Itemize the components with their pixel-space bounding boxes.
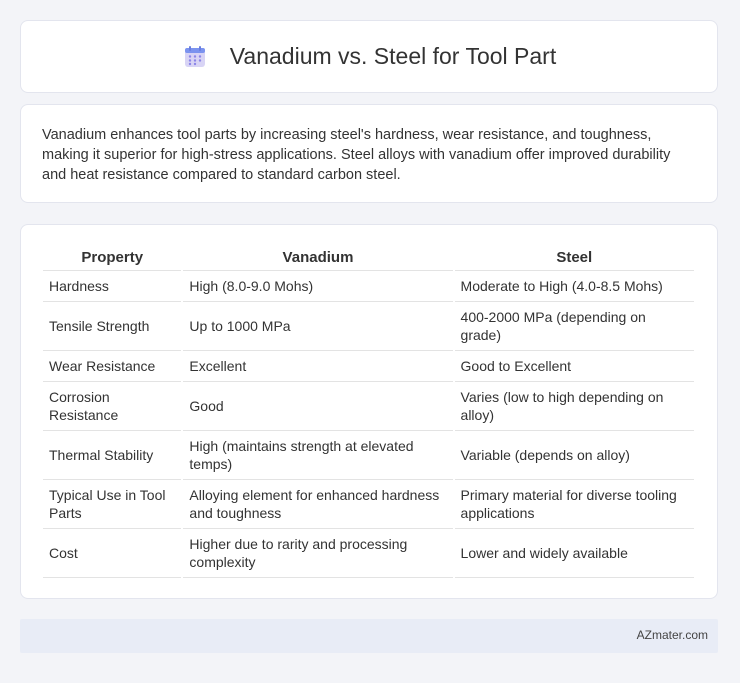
table-row — [43, 302, 694, 351]
table-cell-steel: Lower and widely available — [455, 529, 694, 578]
title-card — [20, 20, 718, 93]
table-cell-property: Tensile Strength — [43, 302, 181, 351]
calendar-icon — [182, 44, 208, 70]
table-cell-vanadium: Up to 1000 MPa — [183, 302, 452, 351]
table-cell-steel: Primary material for diverse tooling applications — [455, 480, 694, 529]
table-cell-vanadium: Alloying element for enhanced hardness and toughness — [183, 480, 452, 529]
table-header-row — [43, 245, 694, 271]
table-row — [43, 351, 694, 382]
summary-text: Vanadium enhances tool parts by increasing steel's hardness, wear resistance, and toughness, making it superior for high-stress applications. Steel alloys with vanadium offer improved durability and heat resistance compared to standard carbon steel. — [42, 127, 671, 183]
table-cell-vanadium: Good — [183, 382, 452, 431]
table-cell-property: Cost — [43, 529, 181, 578]
table-cell-steel: Moderate to High (4.0-8.5 Mohs) — [455, 271, 694, 302]
table-cell-vanadium: High (maintains strength at elevated temps) — [183, 431, 452, 480]
table-cell-property: Typical Use in Tool Parts — [43, 480, 181, 529]
table-cell-steel: Good to Excellent — [455, 351, 694, 382]
table-row — [43, 529, 694, 578]
table-cell-steel: Variable (depends on alloy) — [455, 431, 694, 480]
table-row — [43, 480, 694, 529]
table-cell-steel: Varies (low to high depending on alloy) — [455, 382, 694, 431]
header-steel: Steel — [455, 245, 694, 271]
table-cell-property: Hardness — [43, 271, 181, 302]
table-cell-property: Corrosion Resistance — [43, 382, 181, 431]
table-row — [43, 382, 694, 431]
page-title: Vanadium vs. Steel for Tool Part — [229, 43, 557, 69]
table-cell-vanadium: Excellent — [183, 351, 452, 382]
table-cell-property: Thermal Stability — [43, 431, 181, 480]
header-vanadium: Vanadium — [183, 245, 452, 271]
comparison-table — [41, 245, 696, 578]
footer-bar — [20, 619, 718, 653]
header-property: Property — [43, 245, 181, 271]
summary-card — [20, 104, 718, 203]
table-cell-vanadium: High (8.0-9.0 Mohs) — [183, 271, 452, 302]
table-row — [43, 271, 694, 302]
table-cell-vanadium: Higher due to rarity and processing complexity — [183, 529, 452, 578]
table-cell-steel: 400-2000 MPa (depending on grade) — [455, 302, 694, 351]
table-row — [43, 431, 694, 480]
comparison-table-card — [20, 224, 718, 599]
table-cell-property: Wear Resistance — [43, 351, 181, 382]
footer-site-link[interactable]: AZmater.com — [636, 628, 708, 642]
